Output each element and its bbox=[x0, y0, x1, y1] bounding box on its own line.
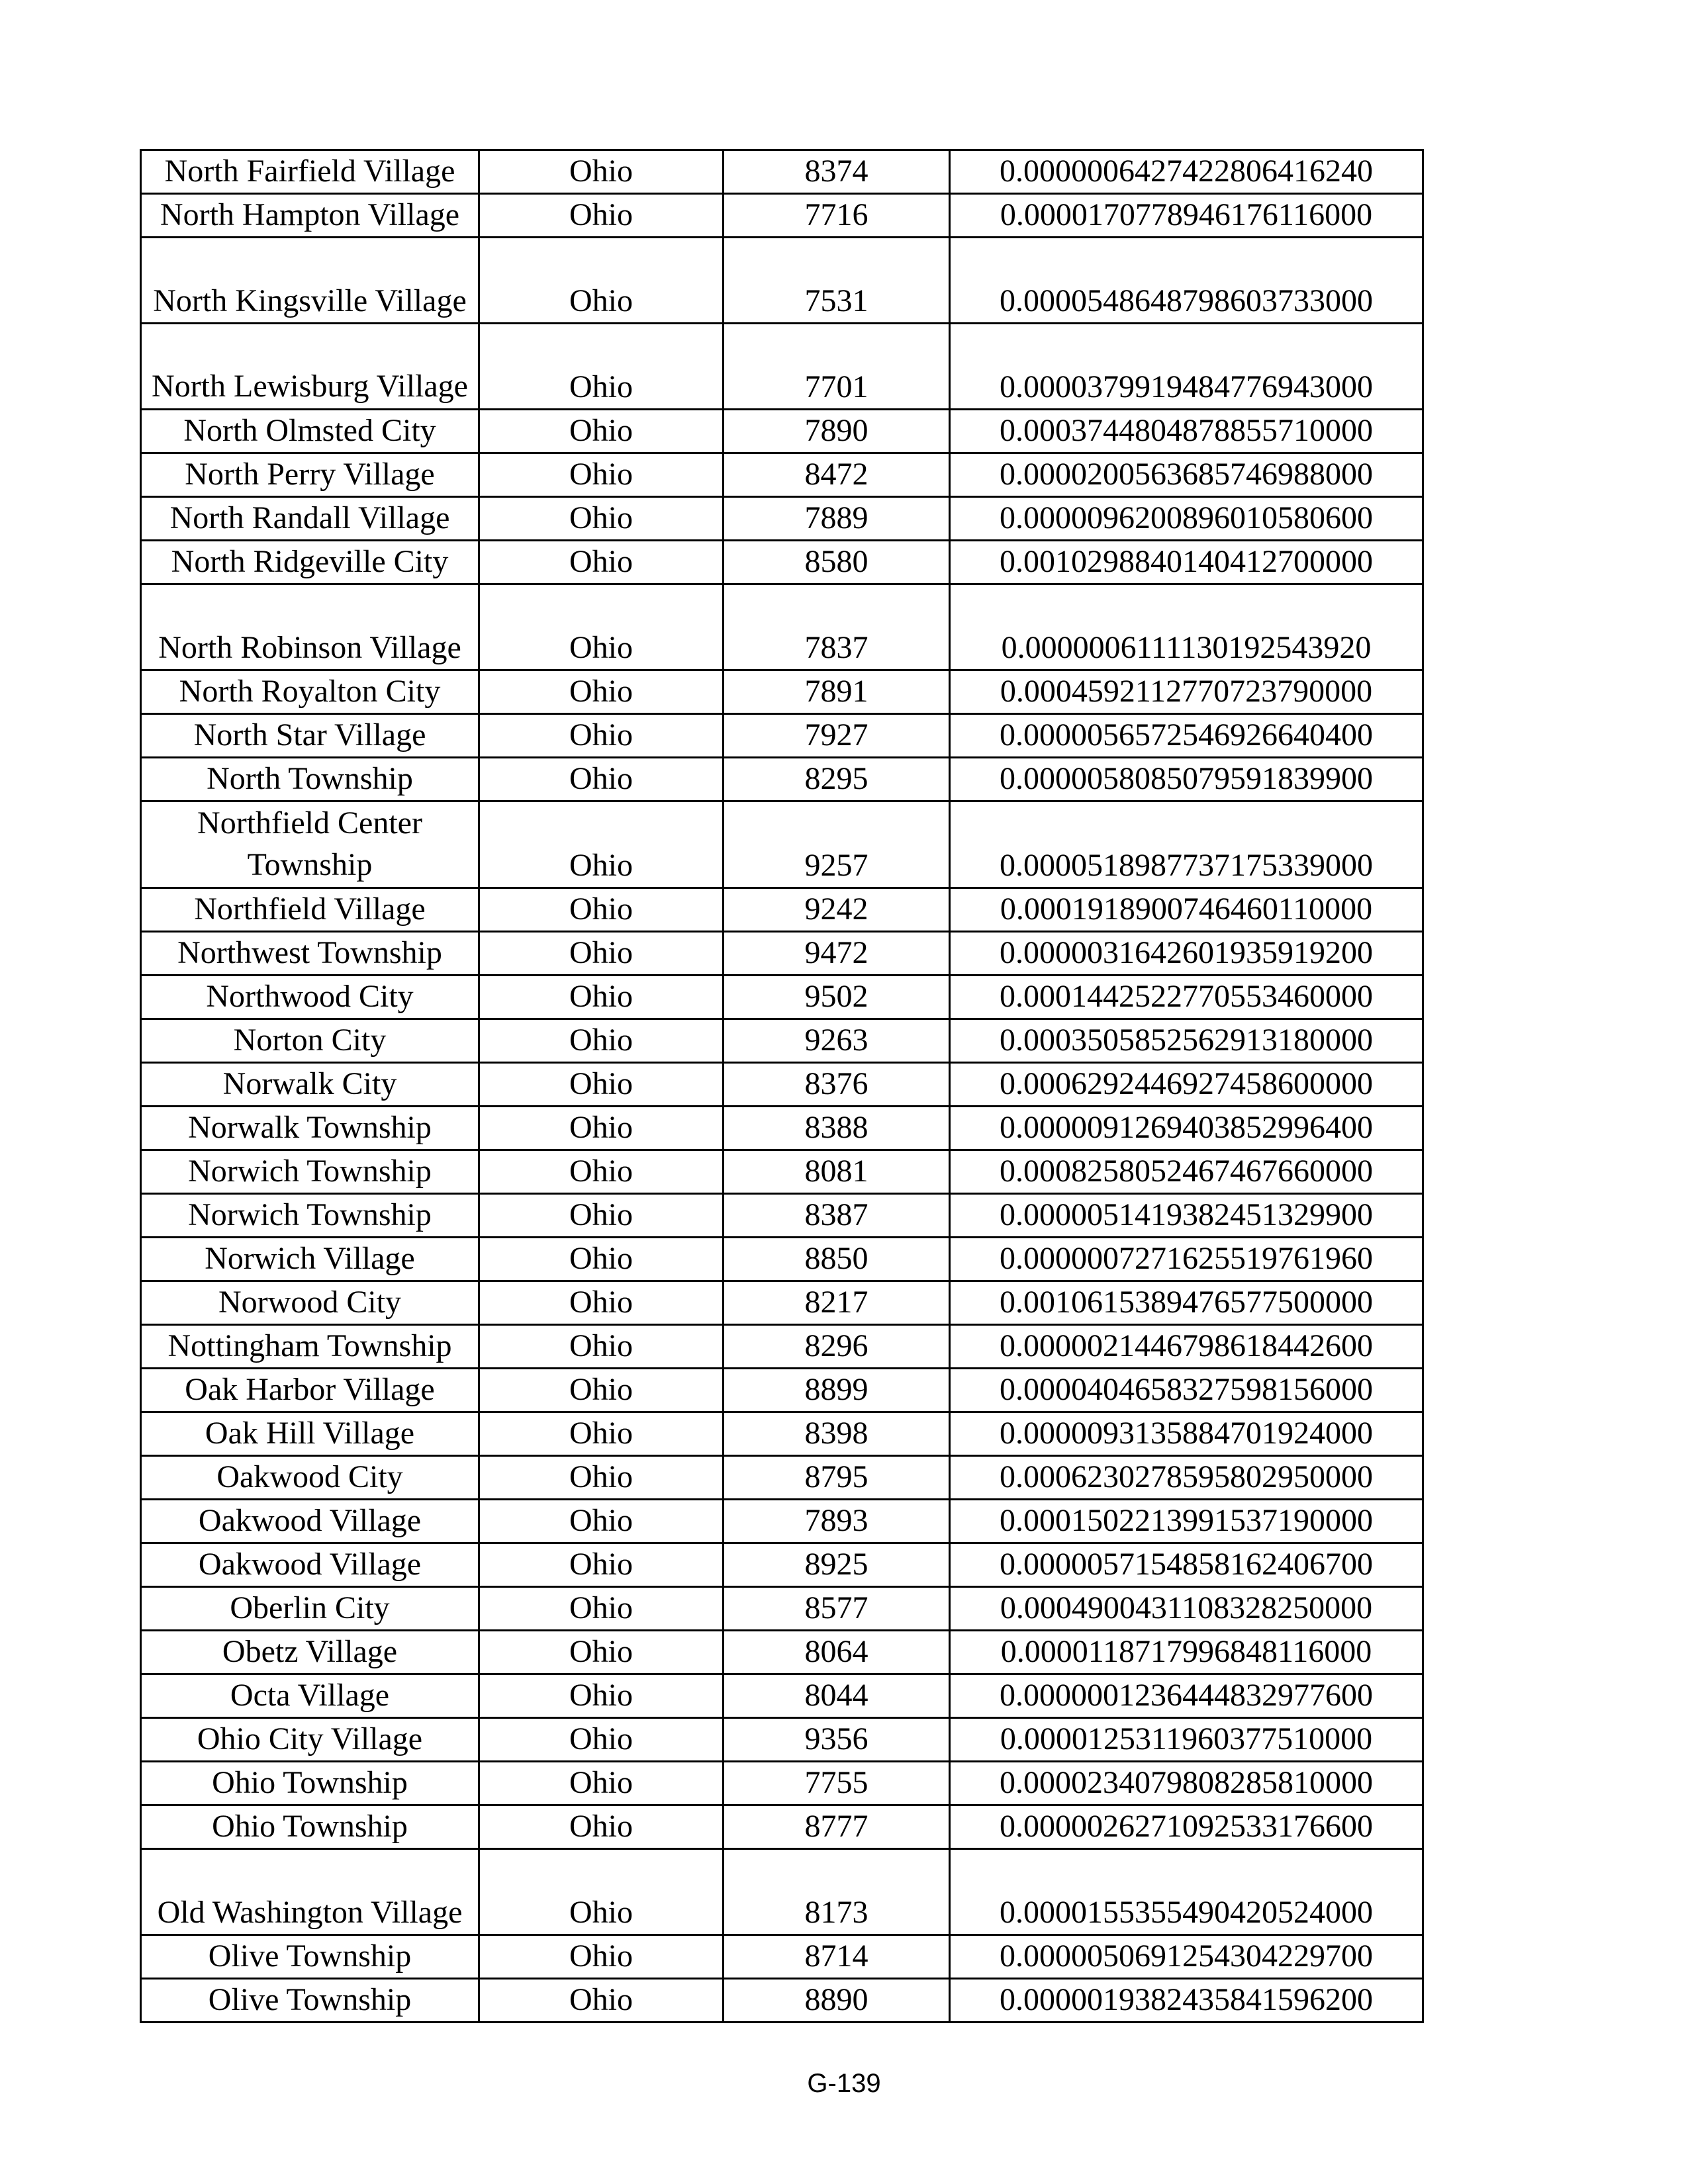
code-cell: 7889 bbox=[724, 497, 950, 541]
table-row bbox=[141, 976, 1423, 1019]
allocation-value-cell: 0.0000056572546926640400 bbox=[950, 714, 1423, 758]
table-row bbox=[141, 888, 1423, 932]
table-row bbox=[141, 1369, 1423, 1412]
municipality-name-cell: North Olmsted City bbox=[141, 410, 479, 453]
code-cell: 7716 bbox=[724, 194, 950, 238]
code-cell: 7755 bbox=[724, 1762, 950, 1805]
table-row bbox=[141, 1718, 1423, 1762]
allocation-value-cell: 0.0000007271625519761960 bbox=[950, 1238, 1423, 1281]
allocation-value-cell: 0.0000051419382451329900 bbox=[950, 1194, 1423, 1238]
code-cell: 9502 bbox=[724, 976, 950, 1019]
table-row bbox=[141, 1150, 1423, 1194]
code-cell: 8398 bbox=[724, 1412, 950, 1456]
code-cell: 8374 bbox=[724, 150, 950, 194]
allocation-value-cell: 0.0000031642601935919200 bbox=[950, 932, 1423, 976]
state-cell: Ohio bbox=[479, 1150, 724, 1194]
table-row bbox=[141, 1194, 1423, 1238]
table-row bbox=[141, 932, 1423, 976]
municipality-name-cell: North Fairfield Village bbox=[141, 150, 479, 194]
state-cell: Ohio bbox=[479, 670, 724, 714]
table-row bbox=[141, 758, 1423, 801]
state-cell: Ohio bbox=[479, 1935, 724, 1979]
table-row bbox=[141, 1849, 1423, 1935]
allocation-value-cell: 0.0000058085079591839900 bbox=[950, 758, 1423, 801]
municipality-name-cell: Norwich Village bbox=[141, 1238, 479, 1281]
allocation-value-cell: 0.0008258052467467660000 bbox=[950, 1150, 1423, 1194]
code-cell: 8580 bbox=[724, 541, 950, 584]
allocation-value-cell: 0.0000006427422806416240 bbox=[950, 150, 1423, 194]
code-cell: 8890 bbox=[724, 1979, 950, 2023]
code-cell: 8714 bbox=[724, 1935, 950, 1979]
table-row bbox=[141, 1674, 1423, 1718]
allocation-value-cell: 0.0000001236444832977600 bbox=[950, 1674, 1423, 1718]
table-row bbox=[141, 1631, 1423, 1674]
code-cell: 8577 bbox=[724, 1587, 950, 1631]
state-cell: Ohio bbox=[479, 1718, 724, 1762]
state-cell: Ohio bbox=[479, 1238, 724, 1281]
allocation-value-cell: 0.0000234079808285810000 bbox=[950, 1762, 1423, 1805]
municipality-name-cell: Nottingham Township bbox=[141, 1325, 479, 1369]
state-cell: Ohio bbox=[479, 1412, 724, 1456]
state-cell: Ohio bbox=[479, 1500, 724, 1543]
allocation-value-cell: 0.0000125311960377510000 bbox=[950, 1718, 1423, 1762]
state-cell: Ohio bbox=[479, 1063, 724, 1107]
municipality-name-cell: Norwich Township bbox=[141, 1150, 479, 1194]
allocation-value-cell: 0.0000379919484776943000 bbox=[950, 324, 1423, 410]
state-cell: Ohio bbox=[479, 1631, 724, 1674]
table-row bbox=[141, 1805, 1423, 1849]
table-row bbox=[141, 801, 1423, 888]
allocation-value-cell: 0.0010298840140412700000 bbox=[950, 541, 1423, 584]
municipality-name-cell: Northwood City bbox=[141, 976, 479, 1019]
code-cell: 9242 bbox=[724, 888, 950, 932]
table-row bbox=[141, 584, 1423, 670]
municipality-name-cell: North Robinson Village bbox=[141, 584, 479, 670]
table-row bbox=[141, 238, 1423, 324]
state-cell: Ohio bbox=[479, 324, 724, 410]
municipality-name-cell: Norwalk City bbox=[141, 1063, 479, 1107]
allocation-value-cell: 0.0000404658327598156000 bbox=[950, 1369, 1423, 1412]
allocation-value-cell: 0.0004592112770723790000 bbox=[950, 670, 1423, 714]
state-cell: Ohio bbox=[479, 932, 724, 976]
state-cell: Ohio bbox=[479, 1979, 724, 2023]
allocation-value-cell: 0.0000548648798603733000 bbox=[950, 238, 1423, 324]
allocation-value-cell: 0.0001918900746460110000 bbox=[950, 888, 1423, 932]
table-row bbox=[141, 1979, 1423, 2023]
municipality-name-cell: Norton City bbox=[141, 1019, 479, 1063]
code-cell: 8777 bbox=[724, 1805, 950, 1849]
code-cell: 8387 bbox=[724, 1194, 950, 1238]
code-cell: 8296 bbox=[724, 1325, 950, 1369]
municipality-name-cell: Norwood City bbox=[141, 1281, 479, 1325]
table-row bbox=[141, 1500, 1423, 1543]
state-cell: Ohio bbox=[479, 150, 724, 194]
allocation-value-cell: 0.0010615389476577500000 bbox=[950, 1281, 1423, 1325]
state-cell: Ohio bbox=[479, 714, 724, 758]
state-cell: Ohio bbox=[479, 1805, 724, 1849]
table-row bbox=[141, 324, 1423, 410]
table-row bbox=[141, 1107, 1423, 1150]
municipality-name-cell: North Township bbox=[141, 758, 479, 801]
state-cell: Ohio bbox=[479, 1107, 724, 1150]
state-cell: Ohio bbox=[479, 1325, 724, 1369]
table-row bbox=[141, 1238, 1423, 1281]
state-cell: Ohio bbox=[479, 1762, 724, 1805]
code-cell: 8899 bbox=[724, 1369, 950, 1412]
allocation-value-cell: 0.0006292446927458600000 bbox=[950, 1063, 1423, 1107]
state-cell: Ohio bbox=[479, 801, 724, 888]
code-cell: 7891 bbox=[724, 670, 950, 714]
code-cell: 9356 bbox=[724, 1718, 950, 1762]
code-cell: 8217 bbox=[724, 1281, 950, 1325]
code-cell: 8925 bbox=[724, 1543, 950, 1587]
allocation-value-cell: 0.0000006111130192543920 bbox=[950, 584, 1423, 670]
municipality-name-cell: Oakwood Village bbox=[141, 1500, 479, 1543]
municipality-name-cell: North Royalton City bbox=[141, 670, 479, 714]
allocation-value-cell: 0.0000118717996848116000 bbox=[950, 1631, 1423, 1674]
allocation-value-cell: 0.0003744804878855710000 bbox=[950, 410, 1423, 453]
code-cell: 7701 bbox=[724, 324, 950, 410]
municipality-name-cell: North Kingsville Village bbox=[141, 238, 479, 324]
allocation-value-cell: 0.0004900431108328250000 bbox=[950, 1587, 1423, 1631]
table-row bbox=[141, 1935, 1423, 1979]
state-cell: Ohio bbox=[479, 1674, 724, 1718]
municipality-name-cell: Northwest Township bbox=[141, 932, 479, 976]
municipality-name-cell: Olive Township bbox=[141, 1935, 479, 1979]
state-cell: Ohio bbox=[479, 758, 724, 801]
state-cell: Ohio bbox=[479, 1456, 724, 1500]
allocation-value-cell: 0.0000050691254304229700 bbox=[950, 1935, 1423, 1979]
municipality-name-cell: North Ridgeville City bbox=[141, 541, 479, 584]
table-row bbox=[141, 1762, 1423, 1805]
allocation-value-cell: 0.0000021446798618442600 bbox=[950, 1325, 1423, 1369]
table-row bbox=[141, 1063, 1423, 1107]
municipality-name-cell: Ohio City Village bbox=[141, 1718, 479, 1762]
table-row bbox=[141, 150, 1423, 194]
code-cell: 8044 bbox=[724, 1674, 950, 1718]
code-cell: 8376 bbox=[724, 1063, 950, 1107]
table-body bbox=[141, 150, 1423, 2023]
table-row bbox=[141, 497, 1423, 541]
allocation-value-cell: 0.0001502213991537190000 bbox=[950, 1500, 1423, 1543]
code-cell: 8064 bbox=[724, 1631, 950, 1674]
municipality-name-cell: Norwich Township bbox=[141, 1194, 479, 1238]
allocation-value-cell: 0.0001442522770553460000 bbox=[950, 976, 1423, 1019]
allocation-value-cell: 0.0000200563685746988000 bbox=[950, 453, 1423, 497]
state-cell: Ohio bbox=[479, 541, 724, 584]
municipality-name-cell: Northfield Center Township bbox=[141, 801, 479, 888]
municipality-name-cell: Northfield Village bbox=[141, 888, 479, 932]
table-row bbox=[141, 410, 1423, 453]
code-cell: 8173 bbox=[724, 1849, 950, 1935]
code-cell: 8081 bbox=[724, 1150, 950, 1194]
allocation-value-cell: 0.0006230278595802950000 bbox=[950, 1456, 1423, 1500]
code-cell: 7531 bbox=[724, 238, 950, 324]
table-row bbox=[141, 1456, 1423, 1500]
allocation-value-cell: 0.0000518987737175339000 bbox=[950, 801, 1423, 888]
allocation-value-cell: 0.0000155355490420524000 bbox=[950, 1849, 1423, 1935]
state-cell: Ohio bbox=[479, 584, 724, 670]
table-row bbox=[141, 194, 1423, 238]
state-cell: Ohio bbox=[479, 1849, 724, 1935]
state-cell: Ohio bbox=[479, 1281, 724, 1325]
code-cell: 7927 bbox=[724, 714, 950, 758]
municipality-name-cell: North Star Village bbox=[141, 714, 479, 758]
code-cell: 7837 bbox=[724, 584, 950, 670]
municipality-name-cell: Oakwood Village bbox=[141, 1543, 479, 1587]
municipality-name-cell: Ohio Township bbox=[141, 1805, 479, 1849]
state-cell: Ohio bbox=[479, 1019, 724, 1063]
state-cell: Ohio bbox=[479, 453, 724, 497]
table-row bbox=[141, 1543, 1423, 1587]
state-cell: Ohio bbox=[479, 1194, 724, 1238]
allocation-value-cell: 0.0000096200896010580600 bbox=[950, 497, 1423, 541]
state-cell: Ohio bbox=[479, 410, 724, 453]
municipality-name-cell: North Lewisburg Village bbox=[141, 324, 479, 410]
municipality-name-cell: North Perry Village bbox=[141, 453, 479, 497]
code-cell: 7890 bbox=[724, 410, 950, 453]
allocation-table bbox=[140, 149, 1424, 2023]
allocation-value-cell: 0.0000057154858162406700 bbox=[950, 1543, 1423, 1587]
table-row bbox=[141, 1019, 1423, 1063]
table-row bbox=[141, 670, 1423, 714]
code-cell: 7893 bbox=[724, 1500, 950, 1543]
allocation-value-cell: 0.0000093135884701924000 bbox=[950, 1412, 1423, 1456]
table-row bbox=[141, 541, 1423, 584]
municipality-name-cell: Oakwood City bbox=[141, 1456, 479, 1500]
table-row bbox=[141, 1587, 1423, 1631]
code-cell: 8850 bbox=[724, 1238, 950, 1281]
allocation-value-cell: 0.0000019382435841596200 bbox=[950, 1979, 1423, 2023]
municipality-name-cell: Norwalk Township bbox=[141, 1107, 479, 1150]
page-number: G-139 bbox=[807, 2069, 881, 2098]
municipality-name-cell: Ohio Township bbox=[141, 1762, 479, 1805]
state-cell: Ohio bbox=[479, 497, 724, 541]
state-cell: Ohio bbox=[479, 1369, 724, 1412]
municipality-name-cell: Octa Village bbox=[141, 1674, 479, 1718]
table-row bbox=[141, 714, 1423, 758]
table-row bbox=[141, 1325, 1423, 1369]
state-cell: Ohio bbox=[479, 1543, 724, 1587]
state-cell: Ohio bbox=[479, 976, 724, 1019]
allocation-value-cell: 0.0003505852562913180000 bbox=[950, 1019, 1423, 1063]
code-cell: 9472 bbox=[724, 932, 950, 976]
code-cell: 8388 bbox=[724, 1107, 950, 1150]
municipality-name-cell: Olive Township bbox=[141, 1979, 479, 2023]
code-cell: 8795 bbox=[724, 1456, 950, 1500]
table-row bbox=[141, 1281, 1423, 1325]
allocation-value-cell: 0.0000091269403852996400 bbox=[950, 1107, 1423, 1150]
municipality-name-cell: Oak Hill Village bbox=[141, 1412, 479, 1456]
code-cell: 8472 bbox=[724, 453, 950, 497]
code-cell: 9257 bbox=[724, 801, 950, 888]
state-cell: Ohio bbox=[479, 1587, 724, 1631]
table-row bbox=[141, 453, 1423, 497]
state-cell: Ohio bbox=[479, 888, 724, 932]
allocation-value-cell: 0.0000170778946176116000 bbox=[950, 194, 1423, 238]
municipality-name-cell: North Hampton Village bbox=[141, 194, 479, 238]
municipality-name-cell: Oak Harbor Village bbox=[141, 1369, 479, 1412]
municipality-name-cell: Oberlin City bbox=[141, 1587, 479, 1631]
state-cell: Ohio bbox=[479, 194, 724, 238]
municipality-name-cell: Old Washington Village bbox=[141, 1849, 479, 1935]
municipality-name-cell: North Randall Village bbox=[141, 497, 479, 541]
state-cell: Ohio bbox=[479, 238, 724, 324]
municipality-name-cell: Obetz Village bbox=[141, 1631, 479, 1674]
code-cell: 8295 bbox=[724, 758, 950, 801]
code-cell: 9263 bbox=[724, 1019, 950, 1063]
table-row bbox=[141, 1412, 1423, 1456]
allocation-value-cell: 0.0000026271092533176600 bbox=[950, 1805, 1423, 1849]
